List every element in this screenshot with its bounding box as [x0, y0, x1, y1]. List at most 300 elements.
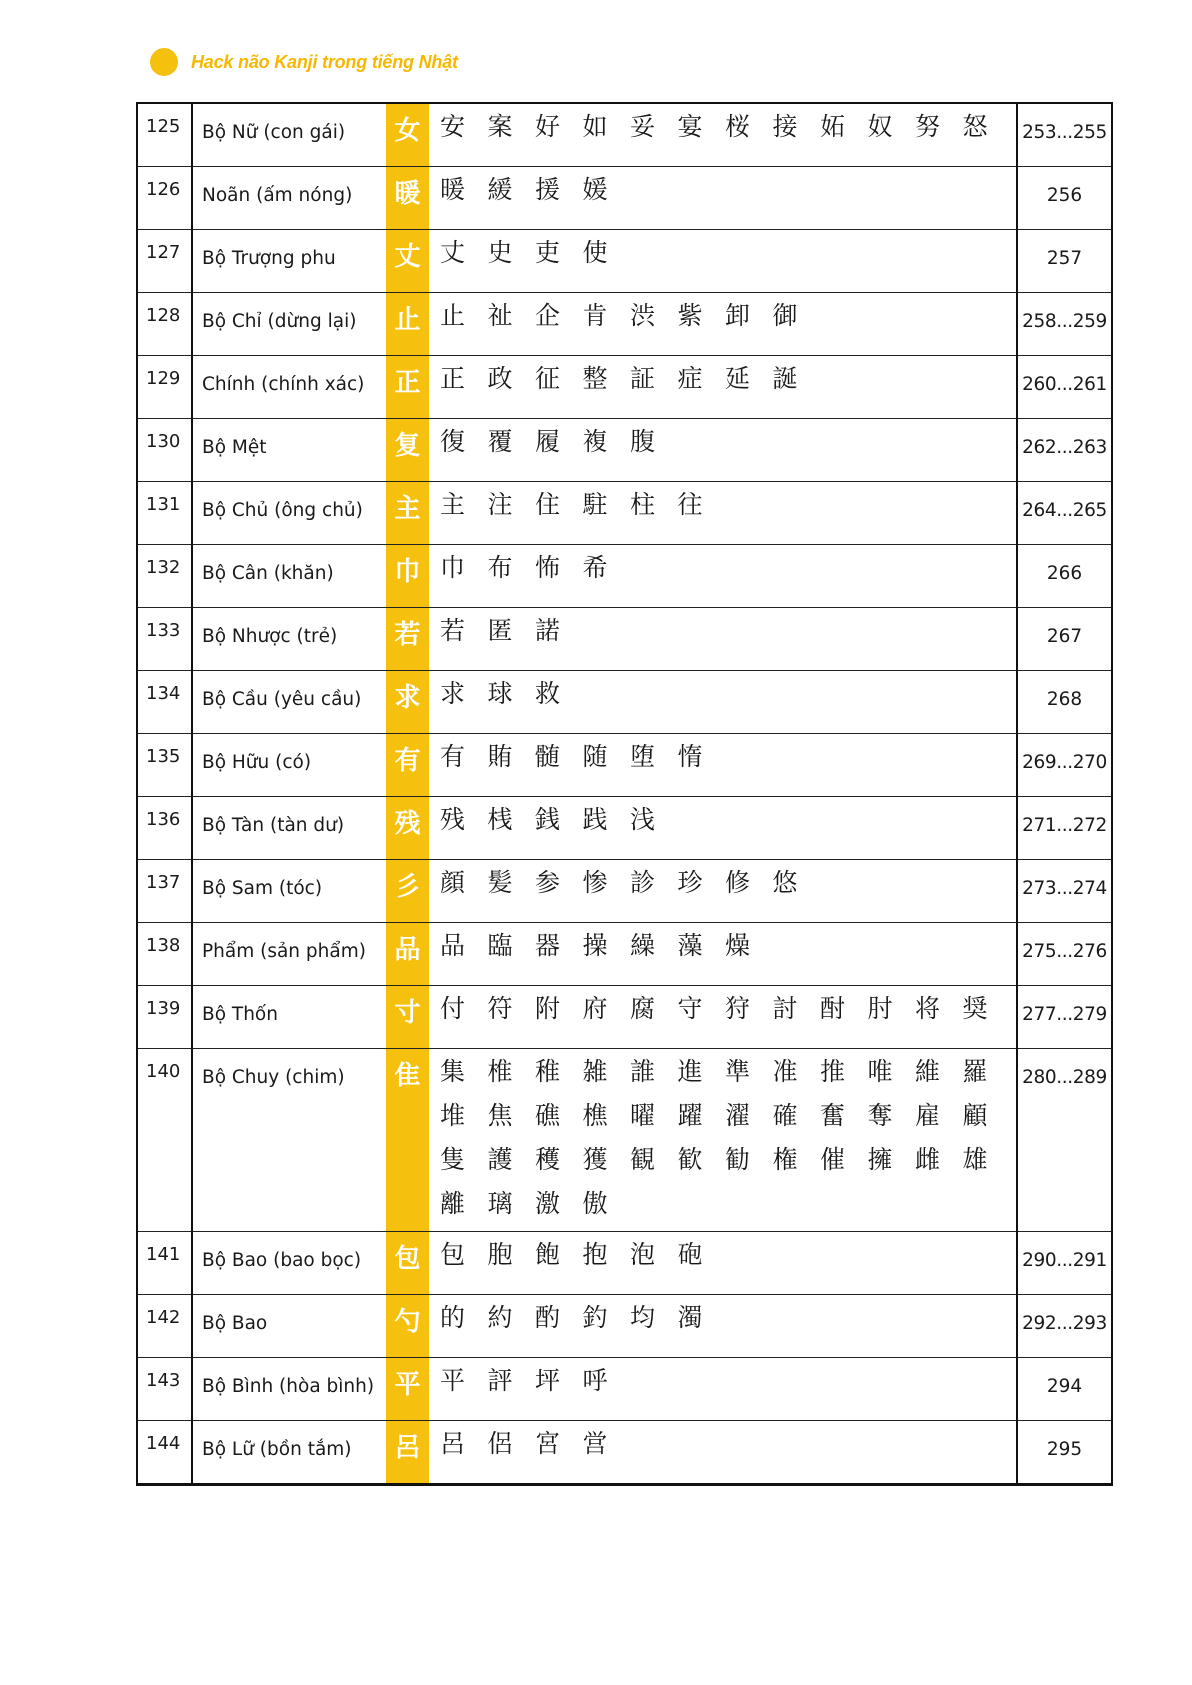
page-range: 290...291 [1017, 1232, 1112, 1295]
kanji-char: 堕 [630, 742, 656, 771]
kanji-char: 濯 [725, 1101, 751, 1130]
page-range: 260...261 [1017, 356, 1112, 419]
kanji-char: 求 [440, 679, 466, 708]
radical-name: Phẩm (sản phẩm) [192, 923, 386, 986]
kanji-line [440, 1301, 1016, 1345]
kanji-char: 堆 [440, 1101, 466, 1130]
radical-name: Bộ Cân (khăn) [192, 545, 386, 608]
kanji-char: 評 [487, 1366, 513, 1395]
kanji-char: 胞 [487, 1240, 513, 1269]
kanji-list [429, 1358, 1017, 1421]
table-row [137, 1295, 1112, 1358]
kanji-char: 悠 [772, 868, 798, 897]
kanji-char: 誕 [772, 364, 798, 393]
kanji-list [429, 103, 1017, 167]
radical-glyph: 品 [386, 923, 429, 986]
kanji-line [440, 614, 1016, 658]
header-dot-icon [150, 48, 178, 76]
kanji-char: 将 [915, 994, 941, 1023]
kanji-char: 的 [440, 1303, 466, 1332]
kanji-char: 守 [677, 994, 703, 1023]
kanji-char: 布 [487, 553, 513, 582]
radical-name: Bộ Nữ (con gái) [192, 103, 386, 167]
kanji-line [440, 677, 1016, 721]
table-row [137, 419, 1112, 482]
table-row [137, 1421, 1112, 1485]
kanji-char: 奴 [867, 112, 893, 141]
radical-glyph: 平 [386, 1358, 429, 1421]
radical-glyph: 若 [386, 608, 429, 671]
kanji-char: 礁 [535, 1101, 561, 1130]
row-number: 131 [137, 482, 192, 545]
page-range: 264...265 [1017, 482, 1112, 545]
kanji-line [440, 110, 1016, 154]
kanji-list [429, 671, 1017, 734]
kanji-char: 隻 [440, 1145, 466, 1174]
radical-glyph: 正 [386, 356, 429, 419]
kanji-line [440, 1238, 1016, 1282]
kanji-char: 呂 [440, 1429, 466, 1458]
kanji-line [440, 866, 1016, 910]
radical-glyph: 呂 [386, 1421, 429, 1485]
kanji-char: 怖 [535, 553, 561, 582]
kanji-char: 巾 [440, 553, 466, 582]
page-range: 267 [1017, 608, 1112, 671]
kanji-char: 准 [772, 1057, 798, 1086]
kanji-line [440, 803, 1016, 847]
page-header [150, 47, 458, 77]
kanji-char: 柱 [630, 490, 656, 519]
table-row [137, 923, 1112, 986]
kanji-list [429, 1049, 1017, 1232]
row-number: 134 [137, 671, 192, 734]
radical-glyph: 隹 [386, 1049, 429, 1232]
row-number: 143 [137, 1358, 192, 1421]
kanji-list [429, 230, 1017, 293]
row-number: 144 [137, 1421, 192, 1485]
kanji-char: 希 [582, 553, 608, 582]
kanji-char: 進 [677, 1057, 703, 1086]
kanji-char: 肘 [867, 994, 893, 1023]
radical-name: Bộ Trượng phu [192, 230, 386, 293]
kanji-char: 集 [440, 1057, 466, 1086]
kanji-char: 符 [487, 994, 513, 1023]
table-row [137, 545, 1112, 608]
table-row [137, 734, 1112, 797]
kanji-char: 覆 [487, 427, 513, 456]
kanji-char: 残 [440, 805, 466, 834]
kanji-char: 権 [772, 1145, 798, 1174]
radical-name: Noãn (ấm nóng) [192, 167, 386, 230]
kanji-line [440, 299, 1016, 343]
kanji-char: 若 [440, 616, 466, 645]
kanji-line [440, 236, 1016, 280]
radical-glyph: 有 [386, 734, 429, 797]
row-number: 132 [137, 545, 192, 608]
kanji-char: 唯 [867, 1057, 893, 1086]
kanji-char: 獲 [582, 1145, 608, 1174]
kanji-char: 品 [440, 931, 466, 960]
kanji-line [440, 929, 1016, 973]
kanji-char: 器 [535, 931, 561, 960]
kanji-char: 腹 [630, 427, 656, 456]
row-number: 135 [137, 734, 192, 797]
radical-name: Bộ Bao (bao bọc) [192, 1232, 386, 1295]
table-row [137, 1358, 1112, 1421]
kanji-char: 璃 [487, 1189, 513, 1218]
kanji-list [429, 734, 1017, 797]
kanji-char: 顧 [962, 1101, 988, 1130]
table-row [137, 671, 1112, 734]
kanji-line [440, 1055, 1016, 1099]
kanji-char: 史 [487, 238, 513, 267]
kanji-char: 奨 [962, 994, 988, 1023]
kanji-char: 御 [772, 301, 798, 330]
radical-name: Bộ Lữ (bồn tắm) [192, 1421, 386, 1485]
kanji-char: 焦 [487, 1101, 513, 1130]
kanji-char: 浅 [630, 805, 656, 834]
kanji-list [429, 797, 1017, 860]
kanji-char: 匿 [487, 616, 513, 645]
radical-glyph: 残 [386, 797, 429, 860]
table-row [137, 860, 1112, 923]
radical-name: Bộ Mệt [192, 419, 386, 482]
kanji-char: 勧 [725, 1145, 751, 1174]
kanji-char: 症 [677, 364, 703, 393]
kanji-list [429, 293, 1017, 356]
page-range: 273...274 [1017, 860, 1112, 923]
table-row [137, 230, 1112, 293]
kanji-char: 正 [440, 364, 466, 393]
row-number: 130 [137, 419, 192, 482]
kanji-line [440, 1427, 1016, 1471]
kanji-char: 離 [440, 1189, 466, 1218]
kanji-char: 催 [820, 1145, 846, 1174]
table-row [137, 986, 1112, 1049]
kanji-char: 約 [487, 1303, 513, 1332]
kanji-list [429, 545, 1017, 608]
radical-name: Bộ Sam (tóc) [192, 860, 386, 923]
radical-glyph: 勺 [386, 1295, 429, 1358]
kanji-char: 妬 [820, 112, 846, 141]
kanji-char: 準 [725, 1057, 751, 1086]
kanji-char: 止 [440, 301, 466, 330]
row-number: 141 [137, 1232, 192, 1295]
kanji-char: 護 [487, 1145, 513, 1174]
kanji-char: 髄 [535, 742, 561, 771]
kanji-char: 企 [535, 301, 561, 330]
kanji-char: 救 [535, 679, 561, 708]
kanji-char: 平 [440, 1366, 466, 1395]
radical-glyph: 女 [386, 103, 429, 167]
kanji-char: 政 [487, 364, 513, 393]
table-row [137, 103, 1112, 167]
radical-name: Bộ Bao [192, 1295, 386, 1358]
kanji-char: 好 [535, 112, 561, 141]
kanji-list [429, 986, 1017, 1049]
kanji-char: 酎 [820, 994, 846, 1023]
kanji-char: 擁 [867, 1145, 893, 1174]
kanji-line [440, 173, 1016, 217]
kanji-char: 穫 [535, 1145, 561, 1174]
table-body [137, 103, 1112, 1485]
radical-glyph: 复 [386, 419, 429, 482]
kanji-line [440, 992, 1016, 1036]
kanji-char: 住 [535, 490, 561, 519]
kanji-char: 安 [440, 112, 466, 141]
kanji-char: 肯 [582, 301, 608, 330]
row-number: 138 [137, 923, 192, 986]
kanji-char: 丈 [440, 238, 466, 267]
kanji-char: 稚 [535, 1057, 561, 1086]
kanji-char: 惰 [677, 742, 703, 771]
kanji-char: 桜 [725, 112, 751, 141]
kanji-char: 討 [772, 994, 798, 1023]
kanji-char: 誰 [630, 1057, 656, 1086]
kanji-char: 随 [582, 742, 608, 771]
radical-name: Bộ Cầu (yêu cầu) [192, 671, 386, 734]
page-range: 277...279 [1017, 986, 1112, 1049]
page-range: 268 [1017, 671, 1112, 734]
table-row [137, 1232, 1112, 1295]
radical-glyph: 求 [386, 671, 429, 734]
row-number: 127 [137, 230, 192, 293]
kanji-char: 藻 [677, 931, 703, 960]
page-range: 295 [1017, 1421, 1112, 1485]
page-range: 271...272 [1017, 797, 1112, 860]
kanji-radical-table [136, 102, 1113, 1486]
kanji-char: 泡 [630, 1240, 656, 1269]
row-number: 136 [137, 797, 192, 860]
kanji-char: 珍 [677, 868, 703, 897]
kanji-char: 駐 [582, 490, 608, 519]
kanji-list [429, 1295, 1017, 1358]
row-number: 133 [137, 608, 192, 671]
radical-glyph: 巾 [386, 545, 429, 608]
table-row [137, 797, 1112, 860]
kanji-char: 往 [677, 490, 703, 519]
kanji-line [440, 1187, 1016, 1231]
page-range: 275...276 [1017, 923, 1112, 986]
kanji-char: 惨 [582, 868, 608, 897]
kanji-list [429, 1232, 1017, 1295]
row-number: 142 [137, 1295, 192, 1358]
kanji-char: 府 [582, 994, 608, 1023]
kanji-char: 椎 [487, 1057, 513, 1086]
kanji-char: 付 [440, 994, 466, 1023]
kanji-list [429, 167, 1017, 230]
page-range: 258...259 [1017, 293, 1112, 356]
kanji-char: 媛 [582, 175, 608, 204]
table-row [137, 482, 1112, 545]
kanji-char: 歓 [677, 1145, 703, 1174]
kanji-char: 証 [630, 364, 656, 393]
table-row [137, 356, 1112, 419]
radical-name: Bộ Chỉ (dừng lại) [192, 293, 386, 356]
kanji-char: 注 [487, 490, 513, 519]
kanji-char: 渋 [630, 301, 656, 330]
row-number: 137 [137, 860, 192, 923]
kanji-char: 確 [772, 1101, 798, 1130]
kanji-char: 履 [535, 427, 561, 456]
kanji-char: 如 [582, 112, 608, 141]
kanji-char: 坪 [535, 1366, 561, 1395]
kanji-list [429, 1421, 1017, 1485]
kanji-line [440, 425, 1016, 469]
kanji-char: 臨 [487, 931, 513, 960]
radical-name: Bộ Chuy (chim) [192, 1049, 386, 1232]
table-row [137, 608, 1112, 671]
kanji-list [429, 860, 1017, 923]
kanji-char: 吏 [535, 238, 561, 267]
row-number: 139 [137, 986, 192, 1049]
radical-name: Bộ Bình (hòa bình) [192, 1358, 386, 1421]
kanji-list [429, 356, 1017, 419]
kanji-char: 釣 [582, 1303, 608, 1332]
kanji-char: 球 [487, 679, 513, 708]
kanji-char: 諾 [535, 616, 561, 645]
kanji-char: 診 [630, 868, 656, 897]
kanji-char: 桟 [487, 805, 513, 834]
kanji-char: 羅 [962, 1057, 988, 1086]
kanji-char: 燥 [725, 931, 751, 960]
kanji-char: 観 [630, 1145, 656, 1174]
table-row [137, 1049, 1112, 1232]
radical-glyph: 包 [386, 1232, 429, 1295]
header-title: Hack não Kanji trong tiếng Nhật [191, 51, 458, 72]
kanji-char: 酌 [535, 1303, 561, 1332]
kanji-char: 銭 [535, 805, 561, 834]
kanji-char: 雑 [582, 1057, 608, 1086]
kanji-line [440, 740, 1016, 784]
kanji-line [440, 1099, 1016, 1143]
radical-glyph: 寸 [386, 986, 429, 1049]
kanji-char: 奪 [867, 1101, 893, 1130]
radical-name: Chính (chính xác) [192, 356, 386, 419]
kanji-char: 怒 [962, 112, 988, 141]
kanji-char: 繰 [630, 931, 656, 960]
kanji-list [429, 419, 1017, 482]
kanji-char: 曜 [630, 1101, 656, 1130]
kanji-char: 征 [535, 364, 561, 393]
table-row [137, 167, 1112, 230]
kanji-line [440, 362, 1016, 406]
kanji-char: 賄 [487, 742, 513, 771]
radical-name: Bộ Nhược (trẻ) [192, 608, 386, 671]
kanji-char: 腐 [630, 994, 656, 1023]
kanji-char: 紫 [677, 301, 703, 330]
kanji-char: 侶 [487, 1429, 513, 1458]
row-number: 126 [137, 167, 192, 230]
kanji-char: 飽 [535, 1240, 561, 1269]
radical-glyph: 暖 [386, 167, 429, 230]
page-range: 253...255 [1017, 103, 1112, 167]
page-range: 262...263 [1017, 419, 1112, 482]
kanji-char: 傲 [582, 1189, 608, 1218]
kanji-char: 複 [582, 427, 608, 456]
kanji-char: 樵 [582, 1101, 608, 1130]
kanji-char: 祉 [487, 301, 513, 330]
radical-name: Bộ Tàn (tàn dư) [192, 797, 386, 860]
kanji-line [440, 488, 1016, 532]
kanji-line [440, 551, 1016, 595]
kanji-char: 雇 [915, 1101, 941, 1130]
kanji-char: 営 [582, 1429, 608, 1458]
kanji-char: 顔 [440, 868, 466, 897]
kanji-char: 暖 [440, 175, 466, 204]
kanji-char: 使 [582, 238, 608, 267]
radical-name: Bộ Chủ (ông chủ) [192, 482, 386, 545]
kanji-char: 呼 [582, 1366, 608, 1395]
kanji-line [440, 1143, 1016, 1187]
kanji-char: 妥 [630, 112, 656, 141]
row-number: 128 [137, 293, 192, 356]
radical-name: Bộ Thốn [192, 986, 386, 1049]
kanji-char: 激 [535, 1189, 561, 1218]
page-range: 292...293 [1017, 1295, 1112, 1358]
kanji-char: 狩 [725, 994, 751, 1023]
kanji-char: 宴 [677, 112, 703, 141]
kanji-char: 濁 [677, 1303, 703, 1332]
kanji-char: 卸 [725, 301, 751, 330]
page-range: 294 [1017, 1358, 1112, 1421]
kanji-char: 砲 [677, 1240, 703, 1269]
kanji-char: 均 [630, 1303, 656, 1332]
kanji-char: 宮 [535, 1429, 561, 1458]
radical-glyph: 彡 [386, 860, 429, 923]
kanji-char: 躍 [677, 1101, 703, 1130]
radical-glyph: 止 [386, 293, 429, 356]
kanji-char: 髪 [487, 868, 513, 897]
kanji-char: 雄 [962, 1145, 988, 1174]
kanji-char: 操 [582, 931, 608, 960]
kanji-char: 推 [820, 1057, 846, 1086]
page-range: 257 [1017, 230, 1112, 293]
radical-glyph: 丈 [386, 230, 429, 293]
kanji-char: 包 [440, 1240, 466, 1269]
table-row [137, 293, 1112, 356]
kanji-list [429, 608, 1017, 671]
row-number: 125 [137, 103, 192, 167]
kanji-char: 整 [582, 364, 608, 393]
row-number: 140 [137, 1049, 192, 1232]
kanji-char: 延 [725, 364, 751, 393]
kanji-char: 接 [772, 112, 798, 141]
kanji-char: 雌 [915, 1145, 941, 1174]
page-range: 269...270 [1017, 734, 1112, 797]
kanji-char: 有 [440, 742, 466, 771]
kanji-char: 努 [915, 112, 941, 141]
kanji-char: 参 [535, 868, 561, 897]
row-number: 129 [137, 356, 192, 419]
radical-glyph: 主 [386, 482, 429, 545]
kanji-char: 践 [582, 805, 608, 834]
kanji-char: 附 [535, 994, 561, 1023]
kanji-char: 維 [915, 1057, 941, 1086]
page-range: 280...289 [1017, 1049, 1112, 1232]
kanji-char: 修 [725, 868, 751, 897]
kanji-list [429, 482, 1017, 545]
kanji-char: 奮 [820, 1101, 846, 1130]
kanji-char: 援 [535, 175, 561, 204]
kanji-char: 主 [440, 490, 466, 519]
kanji-line [440, 1364, 1016, 1408]
page-range: 256 [1017, 167, 1112, 230]
page-range: 266 [1017, 545, 1112, 608]
kanji-char: 抱 [582, 1240, 608, 1269]
kanji-char: 緩 [487, 175, 513, 204]
kanji-char: 復 [440, 427, 466, 456]
